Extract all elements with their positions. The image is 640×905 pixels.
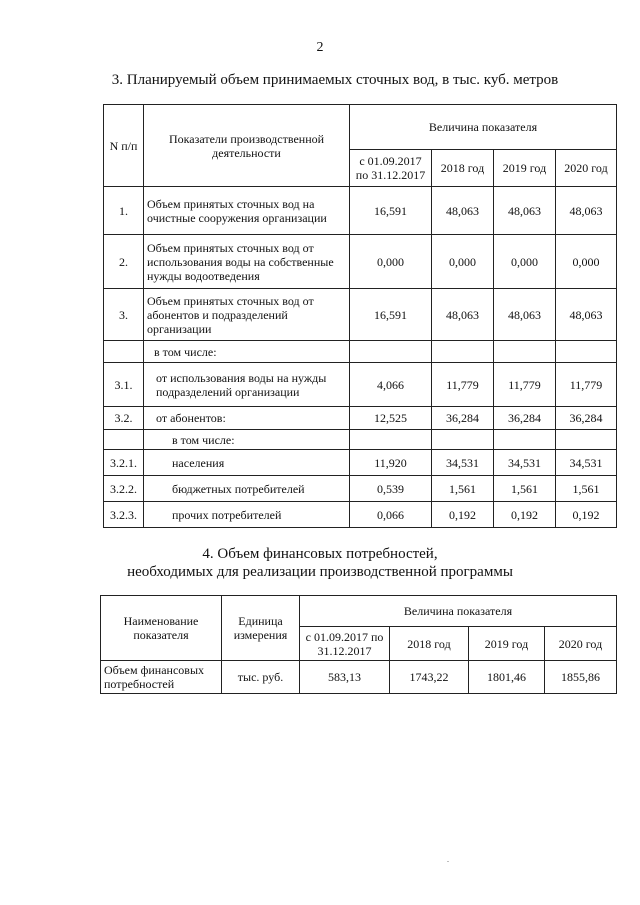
row-unit: тыс. руб. [222,661,300,694]
row-label: в том числе: [144,341,350,363]
row-label: Объем финансовых потребностей [101,661,222,694]
row-value: 1801,46 [469,661,545,694]
financial-needs-table [100,595,617,694]
row-value [350,341,432,363]
row-value [432,341,494,363]
header-indicators: Показатели производственной деятельности [144,105,350,187]
row-value: 0,000 [556,235,617,289]
row-label: бюджетных потребителей [144,476,350,502]
header-period: 2019 год [469,627,545,661]
row-label: Объем принятых сточных вод от использования воды на собственные нужды водоотведения [144,235,350,289]
header-period: 2018 год [390,627,469,661]
table-row [104,341,617,363]
header-period: 2020 год [556,150,617,187]
row-value: 1743,22 [390,661,469,694]
row-value: 48,063 [556,187,617,235]
row-num: 2. [104,235,144,289]
row-label: в том числе: [144,430,350,450]
row-label: Объем принятых сточных вод на очистные сооружения организации [144,187,350,235]
section3-title: 3. Планируемый объем принимаемых сточных вод, в тыс. куб. метров [111,72,559,88]
row-value: 34,531 [494,450,556,476]
row-value: 4,066 [350,363,432,407]
row-value: 1,561 [556,476,617,502]
row-num: 3.1. [104,363,144,407]
table-row [104,363,617,407]
row-label: прочих потребителей [144,502,350,528]
row-value: 48,063 [556,289,617,341]
header-period: 2020 год [545,627,617,661]
row-value: 16,591 [350,289,432,341]
row-value [432,430,494,450]
row-value: 11,779 [494,363,556,407]
row-value [556,341,617,363]
row-num: 3.2.3. [104,502,144,528]
table-row [101,661,617,694]
row-value: 48,063 [494,289,556,341]
row-value: 11,920 [350,450,432,476]
row-value: 0,000 [432,235,494,289]
row-value: 48,063 [494,187,556,235]
row-label: от использования воды на нужды подразделений организации [144,363,350,407]
section4-title-line1: 4. Объем финансовых потребностей, [202,546,438,562]
table-row [104,430,617,450]
row-value [494,430,556,450]
header-value: Величина показателя [350,105,617,150]
table-row [104,289,617,341]
row-label: Объем принятых сточных вод от абонентов и подразделений организации [144,289,350,341]
row-value: 1855,86 [545,661,617,694]
row-value: 11,779 [556,363,617,407]
header-period: с 01.09.2017 по 31.12.2017 [350,150,432,187]
row-label: населения [144,450,350,476]
row-num: 3.2.2. [104,476,144,502]
row-value: 583,13 [300,661,390,694]
row-value: 12,525 [350,407,432,430]
table-row [104,450,617,476]
row-value: 0,192 [556,502,617,528]
header-unit: Единица измерения [222,596,300,661]
row-value: 1,561 [494,476,556,502]
row-num [104,341,144,363]
row-value: 34,531 [556,450,617,476]
row-value: 1,561 [432,476,494,502]
row-value: 0,000 [494,235,556,289]
row-value [350,430,432,450]
row-value: 16,591 [350,187,432,235]
section4-title [0,545,640,581]
row-value: 0,192 [494,502,556,528]
row-value: 11,779 [432,363,494,407]
page-number: 2 [316,40,324,55]
row-value: 48,063 [432,289,494,341]
table-row [104,407,617,430]
table-row [104,476,617,502]
row-value: 34,531 [432,450,494,476]
row-num: 3.2. [104,407,144,430]
row-value: 48,063 [432,187,494,235]
row-value: 0,539 [350,476,432,502]
table-row [104,187,617,235]
row-num: 3.2.1. [104,450,144,476]
section4-title-line2: необходимых для реализации производственной программы [127,564,513,580]
header-value: Величина показателя [300,596,617,627]
row-value [494,341,556,363]
header-name: Наименование показателя [101,596,222,661]
wastewater-volume-table [103,104,617,528]
row-label: от абонентов: [144,407,350,430]
row-num: 3. [104,289,144,341]
table-row [104,235,617,289]
header-period: 2019 год [494,150,556,187]
row-value: 0,000 [350,235,432,289]
row-value: 0,066 [350,502,432,528]
footer-mark: . [447,855,449,864]
row-value: 36,284 [556,407,617,430]
row-value [556,430,617,450]
row-num [104,430,144,450]
header-period: с 01.09.2017 по 31.12.2017 [300,627,390,661]
row-num: 1. [104,187,144,235]
header-num: N п/п [104,105,144,187]
row-value: 0,192 [432,502,494,528]
row-value: 36,284 [432,407,494,430]
table-row [104,502,617,528]
header-period: 2018 год [432,150,494,187]
row-value: 36,284 [494,407,556,430]
